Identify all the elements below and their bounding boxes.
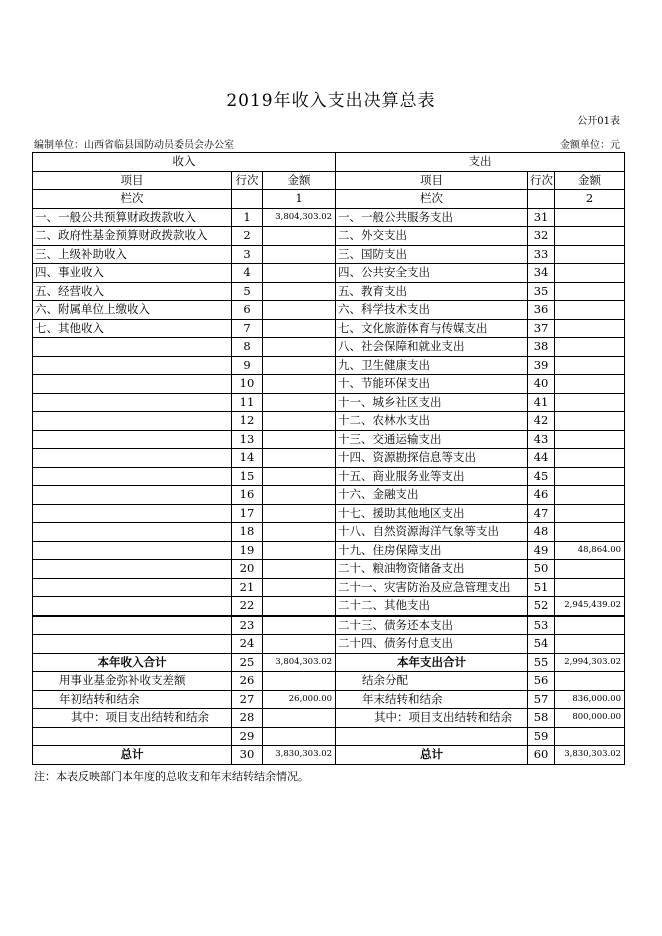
- income-item: [33, 412, 232, 431]
- income-amount: [263, 227, 336, 246]
- income-line-no: 5: [232, 282, 263, 301]
- expense-item: 十七、援助其他地区支出: [336, 504, 528, 523]
- income-amount: [263, 282, 336, 301]
- expense-amount: [555, 264, 625, 283]
- income-amount: [263, 356, 336, 375]
- table-row: [33, 338, 625, 357]
- income-line-no: 21: [232, 578, 263, 597]
- income-expense-table: [32, 152, 625, 765]
- income-item: [33, 616, 232, 635]
- income-item: [33, 449, 232, 468]
- expense-line-no: 42: [528, 412, 555, 431]
- income-amount: [263, 523, 336, 542]
- income-item: [33, 523, 232, 542]
- expense-item: 五、教育支出: [336, 282, 528, 301]
- table-row: [33, 523, 625, 542]
- empty-cell: [555, 727, 625, 746]
- expense-line-no: 46: [528, 486, 555, 505]
- income-amount: [263, 467, 336, 486]
- income-item: [33, 504, 232, 523]
- income-amount: [263, 301, 336, 320]
- expense-item: 十二、农林水支出: [336, 412, 528, 431]
- expense-line-no: 32: [528, 227, 555, 246]
- expense-line-no: 33: [528, 245, 555, 264]
- grand-total-label: 总计: [336, 746, 528, 765]
- summary-row: [33, 746, 625, 765]
- expense-amount: [555, 430, 625, 449]
- income-item: 四、事业收入: [33, 264, 232, 283]
- income-amount: [263, 486, 336, 505]
- income-item: 六、附属单位上缴收入: [33, 301, 232, 320]
- income-item: [33, 375, 232, 394]
- expense-header: 支出: [336, 153, 625, 172]
- expense-column-label: 栏次: [336, 190, 528, 209]
- income-item: 三、上级补助收入: [33, 245, 232, 264]
- currency-unit: 金额单位：元: [560, 140, 620, 151]
- income-total-line: 25: [232, 653, 263, 672]
- income-amount: [263, 541, 336, 560]
- blank-line-no: 59: [528, 727, 555, 746]
- expense-line-no: 54: [528, 635, 555, 654]
- expense-item: 二、外交支出: [336, 227, 528, 246]
- expense-amount: [555, 486, 625, 505]
- expense-line-no: 40: [528, 375, 555, 394]
- ending-balance-line: 57: [528, 690, 555, 709]
- income-line-header: 行次: [232, 171, 263, 190]
- blank-line-no: 29: [232, 727, 263, 746]
- expense-line-no: 52: [528, 597, 555, 616]
- income-amount: [263, 338, 336, 357]
- expense-line-no: 51: [528, 578, 555, 597]
- expense-line-no: 49: [528, 541, 555, 560]
- expense-item: 四、公共安全支出: [336, 264, 528, 283]
- column-number-1: 1: [263, 190, 336, 209]
- table-row: [33, 504, 625, 523]
- expense-item: 六、科学技术支出: [336, 301, 528, 320]
- expense-amount: [555, 227, 625, 246]
- ending-balance-label: 年末结转和结余: [336, 690, 528, 709]
- table-row: [33, 227, 625, 246]
- income-amount: [263, 430, 336, 449]
- expense-amount: [555, 319, 625, 338]
- table-row: [33, 282, 625, 301]
- expense-total-amount: 2,994,303.02: [555, 653, 625, 672]
- expense-amount: 48,864.00: [555, 541, 625, 560]
- income-amount: [263, 245, 336, 264]
- income-item: [33, 338, 232, 357]
- income-item: [33, 597, 232, 616]
- empty-cell: [263, 727, 336, 746]
- income-header: 收入: [33, 153, 336, 172]
- expense-item-header: 项目: [336, 171, 528, 190]
- income-amount: [263, 560, 336, 579]
- expense-item: 十三、交通运输支出: [336, 430, 528, 449]
- expense-line-no: 53: [528, 616, 555, 635]
- income-amount: 3,804,303.02: [263, 208, 336, 227]
- expense-line-no: 44: [528, 449, 555, 468]
- expense-item: 十四、资源勘探信息等支出: [336, 449, 528, 468]
- income-item-header: 项目: [33, 171, 232, 190]
- income-item: [33, 430, 232, 449]
- expense-line-no: 38: [528, 338, 555, 357]
- beginning-balance-line: 27: [232, 690, 263, 709]
- table-row: [33, 245, 625, 264]
- expense-amount: [555, 560, 625, 579]
- expense-amount: [555, 356, 625, 375]
- table-row: [33, 356, 625, 375]
- expense-amount: [555, 467, 625, 486]
- grand-total-label: 总计: [33, 746, 232, 765]
- table-row: [33, 301, 625, 320]
- income-line-no: 6: [232, 301, 263, 320]
- expense-amount: [555, 393, 625, 412]
- table-row: [33, 541, 625, 560]
- summary-row: [33, 690, 625, 709]
- expense-line-no: 39: [528, 356, 555, 375]
- expense-item: 十、节能环保支出: [336, 375, 528, 394]
- column-number-2: 2: [555, 190, 625, 209]
- income-amount: [263, 319, 336, 338]
- table-row: [33, 412, 625, 431]
- expense-item: 十六、金融支出: [336, 486, 528, 505]
- income-line-no: 17: [232, 504, 263, 523]
- summary-row: [33, 709, 625, 728]
- income-line-no: 20: [232, 560, 263, 579]
- income-amount: [263, 635, 336, 654]
- grand-total-amount: 3,830,303.02: [263, 746, 336, 765]
- expense-item: 三、国防支出: [336, 245, 528, 264]
- expense-item: 二十四、债务付息支出: [336, 635, 528, 654]
- expense-item: 十五、商业服务业等支出: [336, 467, 528, 486]
- income-amount: [263, 597, 336, 616]
- income-item: 七、其他收入: [33, 319, 232, 338]
- reporting-unit: 编制单位：山西省临县国防动员委员会办公室: [34, 140, 234, 151]
- income-item: 一、一般公共预算财政拨款收入: [33, 208, 232, 227]
- expense-line-no: 48: [528, 523, 555, 542]
- income-amount: [263, 449, 336, 468]
- income-line-no: 19: [232, 541, 263, 560]
- income-total-label: 本年收入合计: [33, 653, 232, 672]
- expense-line-no: 50: [528, 560, 555, 579]
- expense-amount-header: 金额: [555, 171, 625, 190]
- expense-line-no: 47: [528, 504, 555, 523]
- income-amount: [263, 616, 336, 635]
- table-row: [33, 597, 625, 616]
- expense-line-header: 行次: [528, 171, 555, 190]
- income-total-amount: 3,804,303.02: [263, 653, 336, 672]
- table-note: 注：本表反映部门本年度的总收支和年末结转结余情况。: [34, 770, 309, 783]
- expense-amount: [555, 412, 625, 431]
- expense-item: 十一、城乡社区支出: [336, 393, 528, 412]
- table-row: [33, 560, 625, 579]
- expense-amount: [555, 616, 625, 635]
- grand-total-amount: 3,830,303.02: [555, 746, 625, 765]
- income-line-no: 4: [232, 264, 263, 283]
- income-item: [33, 356, 232, 375]
- income-item: [33, 467, 232, 486]
- expense-amount: [555, 375, 625, 394]
- table-row: [33, 616, 625, 635]
- income-amount: [263, 393, 336, 412]
- empty-cell: [528, 190, 555, 209]
- grand-total-line: 30: [232, 746, 263, 765]
- income-amount: [263, 264, 336, 283]
- expense-amount: [555, 449, 625, 468]
- expense-amount: [555, 208, 625, 227]
- empty-cell: [336, 727, 528, 746]
- table-row: [33, 430, 625, 449]
- income-item: 二、政府性基金预算财政拨款收入: [33, 227, 232, 246]
- income-item: 五、经营收入: [33, 282, 232, 301]
- table-row: [33, 208, 625, 227]
- expense-item: 八、社会保障和就业支出: [336, 338, 528, 357]
- table-row: [33, 393, 625, 412]
- income-line-no: 18: [232, 523, 263, 542]
- income-item: [33, 393, 232, 412]
- table-row: [33, 319, 625, 338]
- expense-item: 十九、住房保障支出: [336, 541, 528, 560]
- empty-cell: [232, 190, 263, 209]
- income-line-no: 9: [232, 356, 263, 375]
- income-line-no: 15: [232, 467, 263, 486]
- project-carryover-amount: 800,000.00: [555, 709, 625, 728]
- expense-item: 九、卫生健康支出: [336, 356, 528, 375]
- summary-row: [33, 672, 625, 691]
- income-line-no: 14: [232, 449, 263, 468]
- project-carryover-line: 58: [528, 709, 555, 728]
- table-row: [33, 467, 625, 486]
- expense-item: 二十二、其他支出: [336, 597, 528, 616]
- table-row: [33, 635, 625, 654]
- surplus-distribution-line: 56: [528, 672, 555, 691]
- expense-total-line: 55: [528, 653, 555, 672]
- income-line-no: 12: [232, 412, 263, 431]
- income-line-no: 1: [232, 208, 263, 227]
- income-line-no: 16: [232, 486, 263, 505]
- expense-item: 二十、粮油物资储备支出: [336, 560, 528, 579]
- expense-line-no: 31: [528, 208, 555, 227]
- income-line-no: 24: [232, 635, 263, 654]
- income-line-no: 8: [232, 338, 263, 357]
- fund-balance-line: 26: [232, 672, 263, 691]
- expense-line-no: 37: [528, 319, 555, 338]
- income-line-no: 11: [232, 393, 263, 412]
- table-row: [33, 264, 625, 283]
- beginning-balance-label: 年初结转和结余: [33, 690, 232, 709]
- expense-item: 十八、自然资源海洋气象等支出: [336, 523, 528, 542]
- beginning-balance-amount: 26,000.00: [263, 690, 336, 709]
- fund-balance-amount: [263, 672, 336, 691]
- project-carryover-label: 其中：项目支出结转和结余: [336, 709, 528, 728]
- expense-amount: [555, 282, 625, 301]
- expense-amount: [555, 338, 625, 357]
- income-line-no: 7: [232, 319, 263, 338]
- report-title: 2019年收入支出决算总表: [226, 91, 436, 111]
- expense-line-no: 45: [528, 467, 555, 486]
- income-amount: [263, 504, 336, 523]
- expense-amount: [555, 635, 625, 654]
- income-line-no: 3: [232, 245, 263, 264]
- income-amount: [263, 412, 336, 431]
- ending-balance-amount: 836,000.00: [555, 690, 625, 709]
- income-item: [33, 486, 232, 505]
- income-line-no: 23: [232, 616, 263, 635]
- income-item: [33, 541, 232, 560]
- income-line-no: 2: [232, 227, 263, 246]
- expense-item: 二十三、债务还本支出: [336, 616, 528, 635]
- table-row: [33, 375, 625, 394]
- income-line-no: 13: [232, 430, 263, 449]
- income-column-label: 栏次: [33, 190, 232, 209]
- expense-total-label: 本年支出合计: [336, 653, 528, 672]
- expense-line-no: 43: [528, 430, 555, 449]
- income-item: [33, 578, 232, 597]
- expense-item: 二十一、灾害防治及应急管理支出: [336, 578, 528, 597]
- expense-amount: [555, 245, 625, 264]
- table-row: [33, 449, 625, 468]
- surplus-distribution-amount: [555, 672, 625, 691]
- income-amount: [263, 375, 336, 394]
- expense-line-no: 41: [528, 393, 555, 412]
- form-number: 公开01表: [577, 116, 620, 127]
- table-row: [33, 578, 625, 597]
- income-amount-header: 金额: [263, 171, 336, 190]
- project-carryover-amount: [263, 709, 336, 728]
- project-carryover-label: 其中：项目支出结转和结余: [33, 709, 232, 728]
- income-line-no: 10: [232, 375, 263, 394]
- summary-row: [33, 653, 625, 672]
- table-row: [33, 486, 625, 505]
- expense-line-no: 36: [528, 301, 555, 320]
- expense-amount: [555, 523, 625, 542]
- expense-item: 七、文化旅游体育与传媒支出: [336, 319, 528, 338]
- expense-line-no: 34: [528, 264, 555, 283]
- income-item: [33, 635, 232, 654]
- project-carryover-line: 28: [232, 709, 263, 728]
- expense-amount: [555, 578, 625, 597]
- fund-balance-label: 用事业基金弥补收支差额: [33, 672, 232, 691]
- expense-item: 一、一般公共服务支出: [336, 208, 528, 227]
- empty-cell: [33, 727, 232, 746]
- income-amount: [263, 578, 336, 597]
- summary-row: [33, 727, 625, 746]
- income-item: [33, 560, 232, 579]
- expense-amount: [555, 504, 625, 523]
- grand-total-line: 60: [528, 746, 555, 765]
- expense-amount: 2,945,439.02: [555, 597, 625, 616]
- surplus-distribution-label: 结余分配: [336, 672, 528, 691]
- expense-line-no: 35: [528, 282, 555, 301]
- expense-amount: [555, 301, 625, 320]
- income-line-no: 22: [232, 597, 263, 616]
